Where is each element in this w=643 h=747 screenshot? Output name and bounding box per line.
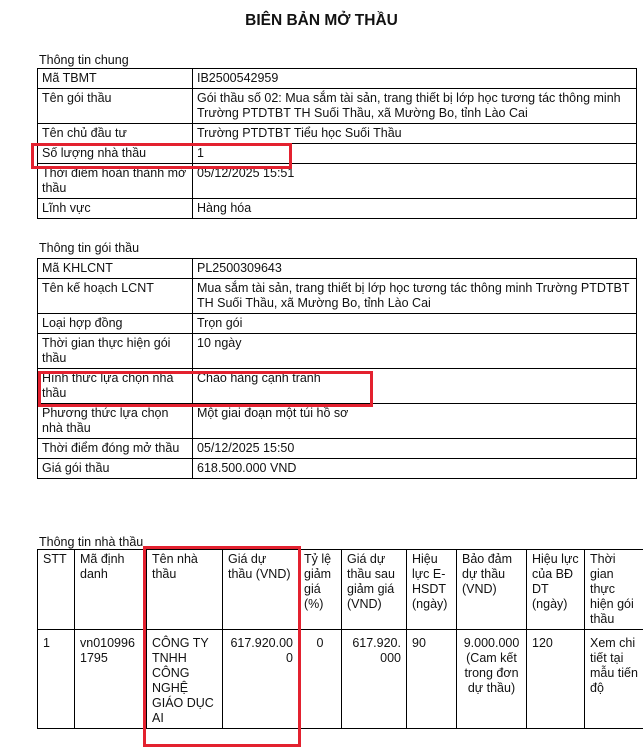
highlight-box-bidder-price (143, 546, 301, 747)
column-header: Mã định danh (75, 550, 147, 630)
highlight-box-so-luong (31, 143, 292, 169)
package-label: Loại hợp đồng (38, 314, 193, 334)
general-label: Tên gói thầu (38, 89, 193, 124)
table-cell: CÔNG TY TNHH CÔNG NGHỆ GIÁO DỤC AI (147, 630, 223, 729)
package-label: Thời gian thực hiện gói thầu (38, 334, 193, 369)
column-header: Hiệu lực của BĐ DT (ngày) (527, 550, 585, 630)
general-label: Lĩnh vực (38, 199, 193, 219)
column-header: Bảo đảm dự thầu (VND) (457, 550, 527, 630)
column-header: Hiệu lực E-HSDT (ngày) (407, 550, 457, 630)
bidders-heading: Thông tin nhà thầu (39, 535, 144, 549)
table-cell: 617.920.000 (342, 630, 407, 729)
package-row-ke-hoach (38, 279, 637, 314)
general-label: Tên chủ đầu tư (38, 124, 193, 144)
general-value: 05/12/2025 15:51 (193, 164, 637, 199)
package-row-gia-goi-thau (38, 459, 637, 479)
package-value: Trọn gói (193, 314, 637, 334)
general-label: Số lượng nhà thầu (38, 144, 193, 164)
highlight-box-hinh-thuc (38, 371, 373, 407)
general-value: Hàng hóa (193, 199, 637, 219)
package-info-heading: Thông tin gói thầu (39, 241, 140, 255)
package-label: Thời điểm đóng mở thầu (38, 439, 193, 459)
package-value: Mua sắm tài sản, trang thiết bị lớp học tương tác thông minh Trường PTDTBT TH Suối Thầu, xã Mường Bo, tỉnh Lào Cai (193, 279, 637, 314)
table-cell: 90 (407, 630, 457, 729)
package-label: Giá gói thầu (38, 459, 193, 479)
package-label: Phương thức lựa chọn nhà thầu (38, 404, 193, 439)
general-label: Mã TBMT (38, 69, 193, 89)
table-row (38, 630, 643, 729)
package-info-table (37, 258, 637, 479)
table-cell: vn0109961795 (75, 630, 147, 729)
column-header: Thời gian thực hiện gói thầu (585, 550, 643, 630)
bidders-header-row (38, 550, 643, 630)
general-row-chu-dau-tu (38, 124, 637, 144)
column-header: Giá dự thầu (VND) (223, 550, 299, 630)
package-value: 05/12/2025 15:50 (193, 439, 637, 459)
package-label: Tên kế hoạch LCNT (38, 279, 193, 314)
document-title: BIÊN BẢN MỞ THẦU (245, 12, 398, 29)
package-row-ma-khlcnt (38, 259, 637, 279)
package-value: 10 ngày (193, 334, 637, 369)
column-header: Giá dự thầu sau giảm giá (VND) (342, 550, 407, 630)
table-cell: 617.920.000 (223, 630, 299, 729)
package-value: 618.500.000 VND (193, 459, 637, 479)
package-value: Chào hàng cạnh tranh (193, 369, 637, 404)
general-row-ma-tbmt (38, 69, 637, 89)
package-label: Mã KHLCNT (38, 259, 193, 279)
general-row-linh-vuc (38, 199, 637, 219)
general-value: Gói thầu số 02: Mua sắm tài sản, trang thiết bị lớp học tương tác thông minh Trường PTDTBT TH Suối Thầu, xã Mường Bo, tỉnh Lào Cai (193, 89, 637, 124)
table-cell: 1 (38, 630, 75, 729)
column-header: Tỷ lệ giảm giá (%) (299, 550, 342, 630)
table-cell: Xem chi tiết tại mẫu tiến độ (585, 630, 643, 729)
package-value: PL2500309643 (193, 259, 637, 279)
package-row-loai-hop-dong (38, 314, 637, 334)
general-value: Trường PTDTBT Tiểu học Suối Thầu (193, 124, 637, 144)
general-row-ten-goi-thau (38, 89, 637, 124)
package-row-phuong-thuc (38, 404, 637, 439)
package-row-dong-mo-thau (38, 439, 637, 459)
general-label: Thời điểm hoàn thành mở thầu (38, 164, 193, 199)
table-cell: 9.000.000 (Cam kết trong đơn dự thầu) (457, 630, 527, 729)
column-header: Tên nhà thầu (147, 550, 223, 630)
bidders-table (37, 549, 643, 729)
general-value: 1 (193, 144, 637, 164)
column-header: STT (38, 550, 75, 630)
package-label: Hình thức lựa chọn nhà thầu (38, 369, 193, 404)
general-value: IB2500542959 (193, 69, 637, 89)
package-value: Một giai đoạn một túi hồ sơ (193, 404, 637, 439)
general-info-heading: Thông tin chung (39, 53, 129, 67)
table-cell: 0 (299, 630, 342, 729)
table-cell: 120 (527, 630, 585, 729)
package-row-thoi-gian-thuc-hien (38, 334, 637, 369)
